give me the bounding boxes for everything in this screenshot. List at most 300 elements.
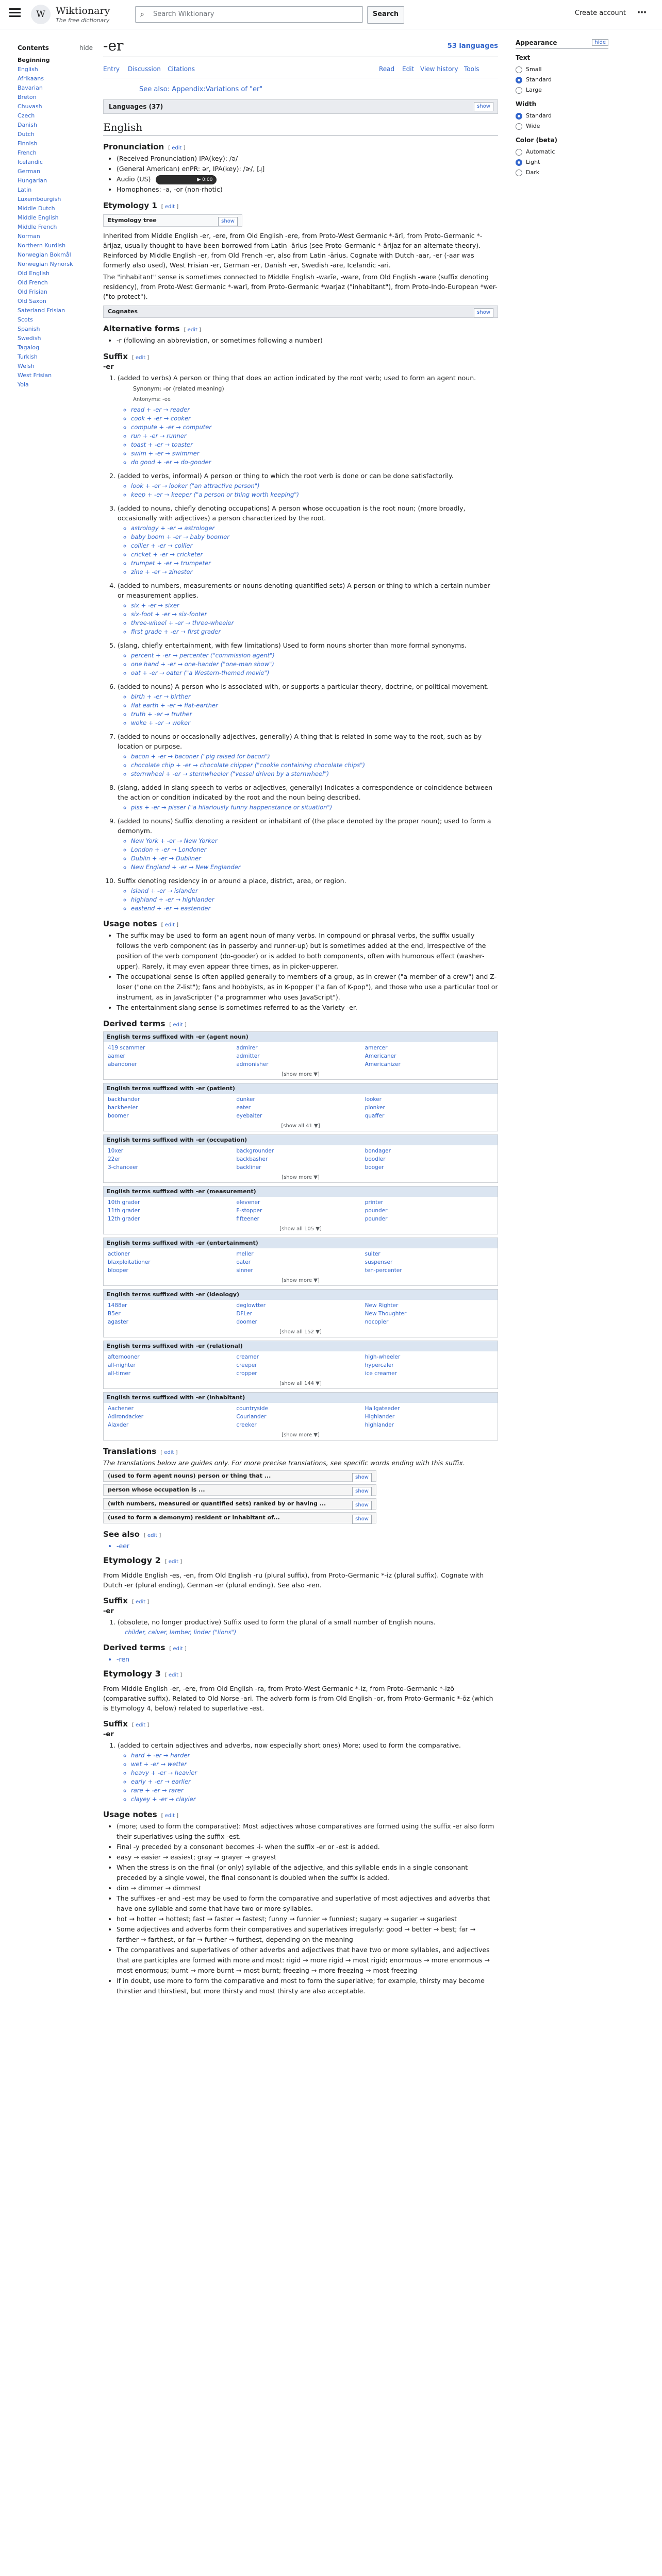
derived-term-link[interactable]: Courlander: [236, 1414, 267, 1420]
toc-item[interactable]: Old English: [18, 270, 49, 277]
definition: [118, 876, 498, 913]
cognates-box: Cognates show: [103, 306, 498, 318]
translation-show-button[interactable]: show: [352, 1501, 372, 1510]
toc-item[interactable]: Middle English: [18, 214, 59, 221]
derived-term-link[interactable]: New Righter: [365, 1302, 399, 1309]
example: ◦ woke + -er → woker: [131, 719, 498, 727]
usage-note: • The suffixes -er and -est may be used to form the comparative and superlative of most adjectives and adverbs that have one syllable and some that have two or more syllables.: [117, 1893, 498, 1914]
derived-term-link[interactable]: nocopier: [365, 1319, 389, 1325]
page-tabs: [103, 61, 498, 78]
pronunciation-list: [103, 154, 498, 195]
edit-link[interactable]: edit: [147, 1533, 158, 1538]
derived-term-link[interactable]: 419 scammer: [108, 1045, 145, 1051]
toc-item[interactable]: Norwegian Nynorsk: [18, 261, 73, 267]
usage-note: • hot → hotter → hottest; fast → faster → fastest; funny → funnier → funniest; sugary → sugarier → sugariest: [117, 1914, 498, 1924]
derived-term-link[interactable]: backheeler: [108, 1105, 138, 1111]
derived-term-link[interactable]: Hallgateeder: [365, 1405, 400, 1412]
derived-grid: [104, 1145, 498, 1173]
examples-list: [118, 482, 498, 499]
example: ◦ island + -er → islander: [131, 887, 498, 895]
tree-show-button[interactable]: show: [218, 217, 238, 226]
derived-term-link[interactable]: blaxploitationer: [108, 1259, 151, 1265]
usage-notes-heading: Usage notes [ edit ]: [103, 919, 179, 928]
examples-list: [118, 887, 498, 913]
derived-term-link[interactable]: abandoner: [108, 1061, 137, 1067]
toc-item[interactable]: Beginning: [18, 57, 50, 63]
example: ◦ run + -er → runner: [131, 432, 498, 440]
edit-link[interactable]: edit: [173, 1022, 183, 1028]
toc-item[interactable]: Spanish: [18, 326, 40, 332]
example: ◦ flat earth + -er → flat-earther: [131, 701, 498, 710]
example: ◦ New York + -er → New Yorker: [131, 837, 498, 845]
derived-term-link[interactable]: backbasher: [236, 1156, 268, 1162]
etymology-2-heading: Etymology 2 [ edit ]: [103, 1555, 183, 1565]
derived-grid: [104, 1300, 498, 1328]
derived-term-link[interactable]: agaster: [108, 1319, 128, 1325]
examples-list: [118, 651, 498, 677]
toc-item[interactable]: Hungarian: [18, 177, 47, 184]
derived-term-link[interactable]: deglowtter: [236, 1302, 266, 1309]
definition-text: (added to nouns or occasionally adjectives, generally) A thing that is related in some way to the root, such as by location or purpose.: [118, 733, 482, 750]
language-selector[interactable]: 53 languages: [447, 42, 498, 50]
derived-term-link[interactable]: dunker: [236, 1096, 255, 1103]
edit-link[interactable]: edit: [135, 1722, 146, 1728]
derived-term-link[interactable]: admonisher: [236, 1061, 269, 1067]
color-automatic[interactable]: Automatic: [516, 147, 608, 157]
tab-citations[interactable]: Citations: [168, 65, 195, 73]
usage-notes-3-list: [103, 1821, 498, 1996]
definition-text: (added to nouns) A person who is associated with, or supports a particular theory, doctrine, or political movement.: [118, 683, 489, 690]
translations-heading: Translations [ edit ]: [103, 1447, 178, 1456]
example: ◦ compute + -er → computer: [131, 423, 498, 432]
toc-item[interactable]: Yola: [18, 381, 29, 388]
toc-item[interactable]: Danish: [18, 122, 37, 128]
languages-show-button[interactable]: show: [474, 102, 493, 111]
definitions-list: [103, 373, 498, 913]
toc-item[interactable]: Scots: [18, 316, 33, 323]
show-more-button[interactable]: [show more ▼]: [282, 1432, 320, 1438]
text-size-label: Text: [516, 54, 531, 61]
text-size-small[interactable]: Small: [516, 64, 608, 75]
examples-list: [118, 752, 498, 778]
example: ◦ astrology + -er → astrologer: [131, 524, 498, 533]
toc-item[interactable]: Old Saxon: [18, 298, 46, 304]
derived-term-link[interactable]: 10th grader: [108, 1199, 140, 1206]
definition-text: (added to numbers, measurements or nouns denoting quantified sets) A person or thing to which a certain number or measurement applies.: [118, 582, 490, 599]
toc-item[interactable]: French: [18, 149, 37, 156]
toc-item[interactable]: Latin: [18, 187, 32, 193]
example: ◦ baby boom + -er → baby boomer: [131, 533, 498, 541]
languages-box: Languages (37) show: [103, 99, 498, 114]
create-account-link[interactable]: Create account: [574, 9, 626, 17]
derived-terms-table: [103, 1341, 498, 1389]
etymology-3-text: From Middle English -er, -ere, from Old English -ra, from Proto-West Germanic *-iz, from Proto-Germanic *-izō (comparative suffix). Related to Old Norse -ari. The adverb form is from Old English -or, from Proto-Germanic *-ōz (which is Etymology 4, below) related to superlative -est.: [103, 1685, 493, 1712]
definition: 1. (added to certain adjectives and adverbs, now especially short ones) More; used to form the comparative. ◦ hard + -er → harder ◦ wet + -er → wetter ◦ heavy + -er → heavier ◦ early + -er → earlier ◦ rare + -er → rarer ◦ clayey + -er → clayier: [118, 1740, 498, 1804]
derived-term-link[interactable]: DFLer: [236, 1311, 252, 1317]
etymology-1-text: Inherited from Middle English -er, -ere, from Old English -ere, from Proto-West Germanic *-ārī, from Proto-Germanic *-ārijaz, usually thought to have been borrowed from Latin -ārius (see Proto-Germanic *-ārijaz for an alternate theory). Reinforced by Middle English -er, from Old French -er, also from Latin -ārius. Cognate with Dutch -aar, -er (-aar was formerly also used), West Frisian -er, German -er, Danish -er, Swedish -are, Icelandic -ari.: [103, 232, 483, 269]
derived-term-link[interactable]: Aachener: [108, 1405, 134, 1412]
search-button[interactable]: Search: [367, 6, 404, 24]
translation-box: [103, 1470, 376, 1482]
edit-link[interactable]: edit: [168, 1672, 179, 1678]
toc-item[interactable]: Dutch: [18, 131, 35, 138]
example: ◦ oat + -er → oater ("a Western-themed movie"): [131, 669, 498, 677]
tab-entry[interactable]: Entry: [103, 65, 120, 73]
definition: [118, 640, 498, 677]
example: ◦ London + -er → Londoner: [131, 845, 498, 854]
derived-term-link[interactable]: hypercaler: [365, 1362, 394, 1368]
example: ◦ early + -er → earlier: [131, 1777, 498, 1786]
usage-note: • When the stress is on the final (or only) syllable of the adjective, and this syllable ends in a single consonant preceded by a single vowel, the final consonant is doubled when the suffix is added.: [117, 1862, 498, 1883]
antonyms: Antonyms: -ee: [133, 397, 171, 402]
show-more-button[interactable]: [show more ▼]: [282, 1278, 320, 1283]
example: ◦ clayey + -er → clayier: [131, 1795, 498, 1804]
edit-link[interactable]: edit: [164, 922, 175, 928]
main-content: [103, 36, 498, 1998]
suffix-heading: Suffix [ edit ]: [103, 352, 150, 361]
derived-terms-2-heading: Derived terms [ edit ]: [103, 1643, 187, 1652]
see-also-link[interactable]: • -eer: [117, 1541, 498, 1551]
headword: -er: [103, 363, 114, 371]
tab-tools[interactable]: Tools: [464, 65, 479, 73]
derived-term-link[interactable]: Adirondacker: [108, 1414, 144, 1420]
example: ◦ hard + -er → harder: [131, 1751, 498, 1760]
tab-edit[interactable]: Edit: [402, 65, 415, 73]
derived-grid: [104, 1042, 498, 1070]
derived-terms-table: [103, 1289, 498, 1337]
derived-terms-table: [103, 1134, 498, 1183]
derived-terms-heading: Derived terms [ edit ]: [103, 1019, 187, 1028]
see-also-hatnote[interactable]: See also: Appendix:Variations of "er": [139, 86, 263, 93]
cognates-show-button[interactable]: show: [474, 308, 493, 317]
toc-item[interactable]: Norman: [18, 233, 40, 240]
edit-link[interactable]: edit: [168, 1559, 179, 1565]
example: ◦ sternwheel + -er → sternwheeler ("vessel driven by a sternwheel"): [131, 770, 498, 778]
translation-box: [103, 1498, 376, 1510]
edit-link[interactable]: edit: [172, 145, 182, 151]
translation-gloss: (used to form a demonym) resident or inhabitant of...: [108, 1514, 280, 1521]
translation-show-button[interactable]: show: [352, 1515, 372, 1524]
derived-term-link[interactable]: highlander: [365, 1422, 394, 1428]
translation-gloss: (used to form agent nouns) person or thing that ...: [108, 1472, 271, 1479]
derived-term-link[interactable]: quaffer: [365, 1113, 385, 1119]
derived-term-link[interactable]: all-timer: [108, 1370, 131, 1377]
edit-link[interactable]: edit: [187, 327, 197, 333]
english-heading: English: [103, 121, 498, 136]
tab-read[interactable]: Read: [379, 65, 395, 73]
toc-hide-button[interactable]: hide: [79, 44, 93, 52]
derived-terms-table: [103, 1392, 498, 1440]
edit-link[interactable]: edit: [135, 355, 146, 361]
derived-term-link[interactable]: creamer: [236, 1354, 259, 1360]
definition: [118, 783, 498, 812]
derived-term-link[interactable]: Americaner: [365, 1053, 396, 1059]
text-size-large[interactable]: Large: [516, 85, 608, 95]
toc-item[interactable]: German: [18, 168, 41, 175]
pron-homophones: • Homophones: -a, -or (non-rhotic): [117, 184, 498, 195]
derived-grid: [104, 1094, 498, 1122]
derived-term-link[interactable]: afternooner: [108, 1354, 140, 1360]
derived-term-link[interactable]: Highlander: [365, 1414, 395, 1420]
show-more-button[interactable]: [show all 152 ▼]: [279, 1329, 322, 1335]
headword-2: -er: [103, 1607, 114, 1615]
derived-grid: [104, 1351, 498, 1379]
derived-term-link[interactable]: backhander: [108, 1096, 140, 1103]
translation-box: [103, 1484, 376, 1496]
derived-term-link[interactable]: B5er: [108, 1311, 121, 1317]
examples-list: [118, 803, 498, 812]
toc-item[interactable]: Afrikaans: [18, 75, 44, 82]
toc-item[interactable]: Old Frisian: [18, 289, 47, 295]
derived-term-link[interactable]: 10xer: [108, 1148, 124, 1154]
etymology-1-text-2: The "inhabitant" sense is sometimes connected to Middle English -warīe, -ware, from Old English -ware (suffix denoting residency), from Proto-West Germanic *-warī, from Proto-Germanic *warjaz ("inhabitant"), from Proto-Indo-European *wer- ("to protect").: [103, 273, 498, 300]
translation-show-button[interactable]: show: [352, 1473, 372, 1482]
usage-note: • Final -y preceded by a consonant becomes -i- when the suffix -er or -est is added.: [117, 1842, 498, 1852]
search-icon: ⌕: [140, 10, 144, 19]
derived-term-link[interactable]: creeker: [236, 1422, 257, 1428]
derived-grid: [104, 1403, 498, 1431]
derived-term-link[interactable]: F-stopper: [236, 1208, 262, 1214]
derived-term-link[interactable]: pounder: [365, 1216, 388, 1222]
site-logo[interactable]: W: [31, 5, 51, 24]
example: ◦ first grade + -er → first grader: [131, 628, 498, 636]
derived-term-link[interactable]: all-nighter: [108, 1362, 136, 1368]
derived-term-link[interactable]: high-wheeler: [365, 1354, 401, 1360]
derived-table-title: English terms suffixed with -er (measurement): [104, 1187, 498, 1197]
definition: [118, 471, 498, 499]
example: ◦ keep + -er → keeper ("a person or thing worth keeping"): [131, 490, 498, 499]
toc-item[interactable]: Turkish: [18, 353, 38, 360]
toc-item[interactable]: Icelandic: [18, 159, 43, 165]
toc-item[interactable]: Middle Dutch: [18, 205, 55, 212]
example: ◦ cook + -er → cooker: [131, 414, 498, 423]
toc-title: Contents hide: [18, 44, 93, 52]
etymology-tree-box: Etymology tree show: [103, 214, 242, 227]
color-light[interactable]: Light: [516, 157, 608, 167]
example: ◦ rare + -er → rarer: [131, 1786, 498, 1795]
derived-term-link[interactable]: bondager: [365, 1148, 391, 1154]
more-options-icon[interactable]: ⋯: [637, 7, 647, 18]
derived-term-link[interactable]: 11th grader: [108, 1208, 140, 1214]
derived-term-link[interactable]: New Thoughter: [365, 1311, 407, 1317]
example: ◦ New England + -er → New Englander: [131, 863, 498, 872]
definition: [118, 816, 498, 872]
example: ◦ cricket + -er → cricketer: [131, 550, 498, 559]
derived-term-link[interactable]: 1488er: [108, 1302, 127, 1309]
toc-item[interactable]: Swedish: [18, 335, 41, 342]
example: ◦ truth + -er → truther: [131, 710, 498, 719]
show-more-button[interactable]: [show all 144 ▼]: [279, 1381, 322, 1386]
derived-term-link[interactable]: ice creamer: [365, 1370, 397, 1377]
width-standard[interactable]: Standard: [516, 111, 608, 121]
table-of-contents: [18, 44, 93, 389]
definition: [118, 503, 498, 577]
appearance-hide-button[interactable]: hide: [592, 39, 608, 46]
definition: [118, 581, 498, 636]
toc-item[interactable]: Luxembourgish: [18, 196, 61, 202]
derived-term-link[interactable]: pounder: [365, 1208, 388, 1214]
toc-item[interactable]: Norwegian Bokmål: [18, 251, 71, 258]
derived-term-link[interactable]: admirer: [236, 1045, 258, 1051]
example: ◦ trumpet + -er → trumpeter: [131, 559, 498, 568]
example: ◦ birth + -er → birther: [131, 692, 498, 701]
toc-item[interactable]: Welsh: [18, 363, 35, 369]
toc-item[interactable]: Chuvash: [18, 103, 42, 110]
main-menu-icon[interactable]: [9, 8, 21, 18]
derived-term-link[interactable]: blooper: [108, 1267, 128, 1274]
show-more-button[interactable]: [show more ▼]: [282, 1072, 320, 1077]
toc-item[interactable]: Middle French: [18, 224, 57, 230]
derived-term-link[interactable]: oater: [236, 1259, 251, 1265]
toc-item[interactable]: Old French: [18, 279, 48, 286]
derived-term-link[interactable]: 22er: [108, 1156, 121, 1162]
definition-text: (added to nouns) Suffix denoting a resident or inhabitant of (the place denoted by the proper noun); used to form a demonym.: [118, 817, 491, 835]
derived-term-link[interactable]: looker: [365, 1096, 382, 1103]
etymology-2-text: From Middle English -es, -en, from Old English -ru (plural suffix), from Proto-Germanic *-iz (plural suffix). Cognate with Dutch -er (plural ending), German -er (plural ending). See also -ren.: [103, 1571, 484, 1589]
derived-term-link[interactable]: aamer: [108, 1053, 125, 1059]
edit-link[interactable]: edit: [164, 204, 175, 210]
translation-gloss: (with numbers, measured or quantified sets) ranked by or having ...: [108, 1500, 326, 1507]
usage-note: • The comparatives and superlatives of other adverbs and adjectives that have two or more syllables, and adjectives that are participles are formed with more and most: rigid → more rigid → most rigid; enormous → more enormous → most enormous; burnt → more burnt → most burnt; freezing → more freezing → most freezing: [117, 1945, 498, 1976]
derived-terms-table: [103, 1238, 498, 1286]
derived-table-title: English terms suffixed with -er (inhabitant): [104, 1393, 498, 1403]
derived-term-link[interactable]: Americanizer: [365, 1061, 401, 1067]
examples-list: [118, 524, 498, 577]
usage-note: • The suffix may be used to form an agent noun of many verbs. In compound or phrasal verbs, the suffix usually follows the verb component (as in passerby and runner-up) but is sometimes added at the end, irrespective of the position of the verb component (do-gooder) or is added to both components, often with humorous effect (washer-upper). Rarely, it may even appear three times, as in picker-upperer.: [117, 930, 498, 972]
derived-term-link[interactable]: printer: [365, 1199, 384, 1206]
edit-link[interactable]: edit: [164, 1450, 174, 1455]
derived-table-title: English terms suffixed with -er (entertainment): [104, 1238, 498, 1248]
usage-note: • The occupational sense is often applied generally to members of a group, as in crewer ("a member of a crew") and Z-loser ("one on the Z-list"); fans and hobbyists, as in K-popper ("a fan of K-pop"), and those who use a particular tool or instrument, as in JavaScripter ("a programmer who uses JavaScript").: [117, 972, 498, 1003]
derived-term-link[interactable]: boomer: [108, 1113, 129, 1119]
derived-term-link[interactable]: Alaxder: [108, 1422, 129, 1428]
text-size-standard[interactable]: Standard: [516, 75, 608, 85]
derived-term-link[interactable]: eater: [236, 1105, 251, 1111]
example: ◦ collier + -er → collier: [131, 541, 498, 550]
example: ◦ Dublin + -er → Dubliner: [131, 854, 498, 863]
translation-show-button[interactable]: show: [352, 1487, 372, 1496]
derived-terms-table: [103, 1186, 498, 1234]
derived-term-link[interactable]: plonker: [365, 1105, 385, 1111]
derived-table-title: English terms suffixed with -er (ideology): [104, 1290, 498, 1300]
site-header: [0, 0, 662, 29]
tab-discussion[interactable]: Discussion: [128, 65, 161, 73]
toc-item[interactable]: English: [18, 66, 38, 73]
site-wordmark[interactable]: Wiktionary: [56, 5, 110, 16]
etymology-3-heading: Etymology 3 [ edit ]: [103, 1669, 183, 1679]
toc-item[interactable]: West Frisian: [18, 372, 52, 379]
edit-link[interactable]: edit: [173, 1646, 183, 1652]
derived-terms-table: [103, 1031, 498, 1080]
synonyms: Synonym: -or (related meaning): [133, 385, 224, 392]
examples-list: [118, 601, 498, 636]
edit-link[interactable]: edit: [164, 1813, 175, 1819]
derived-term-link[interactable]: fifteener: [236, 1216, 259, 1222]
tab-view-history[interactable]: View history: [420, 65, 458, 73]
search-input[interactable]: ⌕ Search Wiktionary: [135, 6, 363, 23]
definition: 1. (obsolete, no longer productive) Suffix used to form the plural of a small number of English nouns. childer, calver, lamber, linder ("lions"): [118, 1617, 498, 1637]
alt-form-item: • -r (following an abbreviation, or sometimes following a number): [117, 335, 498, 346]
derived-term-link[interactable]: cropper: [236, 1370, 257, 1377]
show-more-button[interactable]: [show all 105 ▼]: [279, 1226, 322, 1232]
derived-term-link[interactable]: 3-chanceer: [108, 1164, 138, 1171]
definition-text: (slang, chiefly entertainment, with few limitations) Used to form nouns shorter than more formal synonyms.: [118, 641, 467, 649]
derived-term-link[interactable]: backliner: [236, 1164, 261, 1171]
derived-grid: [104, 1197, 498, 1225]
example: ◦ piss + -er → pisser ("a hilariously funny happenstance or situation"): [131, 803, 498, 812]
example: ◦ heavy + -er → heavier: [131, 1769, 498, 1777]
example: ◦ one hand + -er → one-hander ("one-man show"): [131, 660, 498, 669]
derived-term-link[interactable]: booger: [365, 1164, 384, 1171]
example: ◦ six-foot + -er → six-footer: [131, 610, 498, 619]
translation-box: [103, 1512, 376, 1523]
toc-item[interactable]: Saterland Frisian: [18, 307, 65, 314]
derived-term-link[interactable]: ten-percenter: [365, 1267, 402, 1274]
example: ◦ toast + -er → toaster: [131, 440, 498, 449]
example: ◦ six + -er → sixer: [131, 601, 498, 610]
show-more-button[interactable]: [show all 41 ▼]: [281, 1123, 320, 1129]
derived-term-link[interactable]: • -ren: [117, 1654, 498, 1665]
definition-text: (added to verbs) A person or thing that does an action indicated by the root verb; used to form an agent noun.: [118, 374, 476, 382]
derived-term-link[interactable]: elevener: [236, 1199, 260, 1206]
derived-term-link[interactable]: 12th grader: [108, 1216, 140, 1222]
usage-note: • easy → easier → easiest; gray → grayer → grayest: [117, 1852, 498, 1862]
usage-note: • If in doubt, use more to form the comparative and most to form the superlative; for example, thirsty may become thirstier and thirstiest, but more thirsty and most thirsty are also acceptable.: [117, 1976, 498, 1996]
derived-term-link[interactable]: amercer: [365, 1045, 388, 1051]
example: ◦ chocolate chip + -er → chocolate chipper ("cookie containing chocolate chips"): [131, 761, 498, 770]
derived-term-link[interactable]: doomer: [236, 1319, 257, 1325]
pron-rp: • (Received Pronunciation) IPA(key): /ə/: [117, 154, 498, 164]
usage-notes-list: [103, 930, 498, 1013]
toc-item[interactable]: Czech: [18, 112, 35, 119]
derived-term-link[interactable]: suspenser: [365, 1259, 393, 1265]
width-wide[interactable]: Wide: [516, 121, 608, 131]
derived-term-link[interactable]: countryside: [236, 1405, 268, 1412]
toc-item[interactable]: Northern Kurdish: [18, 242, 66, 249]
edit-link[interactable]: edit: [135, 1599, 146, 1605]
definition-text: Suffix denoting residency in or around a place, district, area, or region.: [118, 877, 346, 885]
definition-text: (slang, added in slang speech to verbs or adjectives, generally) Indicates a correspondence or coincidence between the action or condition indicated by the root and the noun being described.: [118, 784, 493, 801]
derived-term-link[interactable]: creeper: [236, 1362, 257, 1368]
color-label: Color (beta): [516, 137, 558, 144]
example: ◦ bacon + -er → baconer ("pig raised for bacon"): [131, 752, 498, 761]
derived-term-link[interactable]: actioner: [108, 1251, 130, 1257]
derived-term-link[interactable]: eyebaiter: [236, 1113, 262, 1119]
examples-list: [118, 405, 498, 467]
derived-term-link[interactable]: backgrounder: [236, 1148, 274, 1154]
example: ◦ three-wheel + -er → three-wheeler: [131, 619, 498, 628]
derived-term-link[interactable]: meller: [236, 1251, 254, 1257]
derived-term-link[interactable]: admitter: [236, 1053, 260, 1059]
pron-ga: • (General American) enPR: ər, IPA(key): /ɚ/, [ɹ̩]: [117, 164, 498, 174]
usage-notes-3-heading: Usage notes [ edit ]: [103, 1810, 179, 1819]
toc-item[interactable]: Tagalog: [18, 344, 40, 351]
derived-term-link[interactable]: suiter: [365, 1251, 380, 1257]
derived-term-link[interactable]: boodler: [365, 1156, 386, 1162]
derived-terms-table: [103, 1083, 498, 1131]
toc-item[interactable]: Breton: [18, 94, 37, 100]
audio-player[interactable]: ▶ 0:00: [156, 175, 217, 184]
toc-item[interactable]: Bavarian: [18, 84, 43, 91]
show-more-button[interactable]: [show more ▼]: [282, 1175, 320, 1180]
site-tagline: The free dictionary: [56, 17, 110, 24]
pron-audio: • Audio (US) ▶ 0:00: [117, 174, 498, 184]
example: ◦ swim + -er → swimmer: [131, 449, 498, 458]
toc-item[interactable]: Finnish: [18, 140, 38, 147]
example: ◦ read + -er → reader: [131, 405, 498, 414]
derived-term-link[interactable]: sinner: [236, 1267, 253, 1274]
color-dark[interactable]: Dark: [516, 167, 608, 178]
